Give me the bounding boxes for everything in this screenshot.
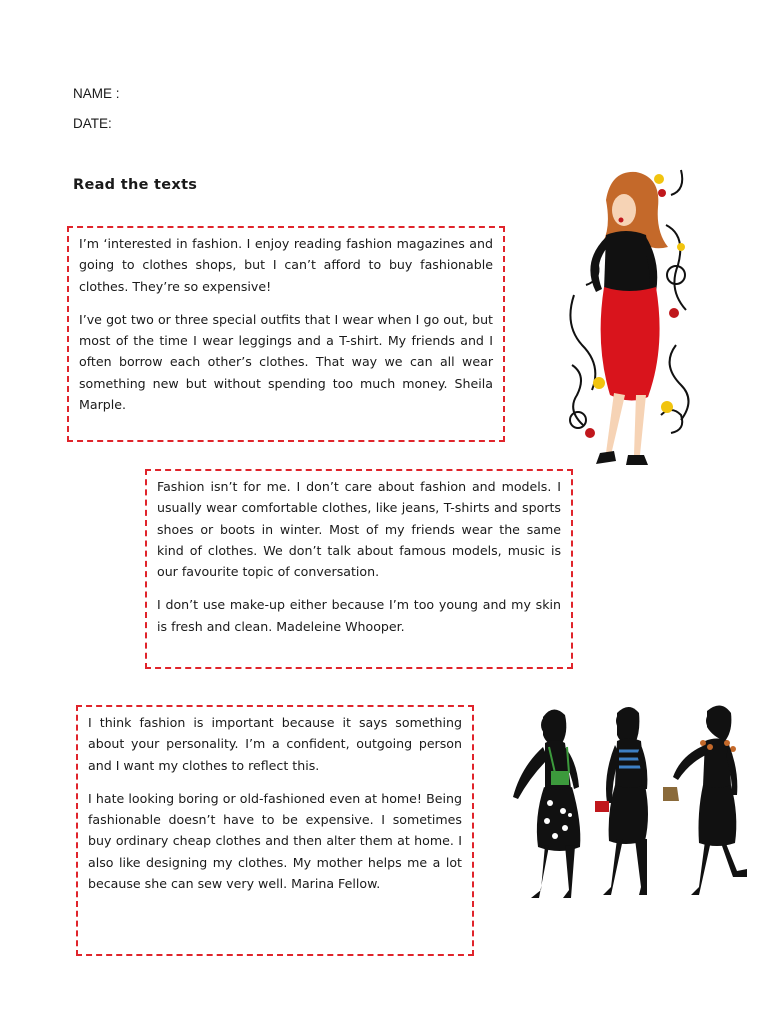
fashion-silhouettes-illustration [505,703,750,903]
text-box-marina [76,705,474,956]
silhouette-woman-3 [663,705,747,895]
fashion-woman-red-skirt-illustration [566,165,692,467]
text-paragraph: I’m ‘interested in fashion. I enjoy reading fashion magazines and going to clothes shops, but I can’t afford to buy fashionable clothes. They’re so expensive! [79,236,493,294]
text-paragraph: Fashion isn’t for me. I don’t care about fashion and models. I usually wear comfortable clothes, like jeans, T-shirts and sports shoes or boots in winter. Most of my friends wear the same kind of clothes. We don’t talk about famous models, music is our favourite topic of conversation. [157,479,561,580]
text-paragraph: I’ve got two or three special outfits that I wear when I go out, but most of the time I wear leggings and a T-shirt. My friends and I often borrow each other’s clothes. That way we can all wear something new but without spending too much money. Sheila Marple. [79,311,493,413]
text-paragraph: I hate looking boring or old-fashioned even at home! Being fashionable doesn’t have to be expensive. I sometimes buy ordinary cheap clothes and then alter them at home. I also like designing my clothes. My mother helps me a lot because she can sew very well. Marina Fellow. [88,790,462,892]
dot-red [658,189,666,197]
dot-yellow [677,243,685,251]
section-title: Read the texts [73,177,198,193]
text-paragraph: I think fashion is important because it says something about your personality. I’m a confident, outgoing person and I want my clothes to reflect this. [88,715,462,773]
name-label: NAME : [73,86,120,101]
text-box-sheila [67,226,505,442]
dot-yellow [593,377,605,389]
dot-red [585,428,595,438]
silhouette-woman-2 [595,707,648,895]
dot-red [669,308,679,318]
dot-yellow [661,401,673,413]
text-box-madeleine [145,469,573,669]
date-label: DATE: [73,116,112,131]
dot-yellow [654,174,664,184]
text-paragraph: I don’t use make-up either because I’m too young and my skin is fresh and clean. Madeleine Whooper. [157,597,561,634]
silhouette-woman-1 [513,709,580,898]
